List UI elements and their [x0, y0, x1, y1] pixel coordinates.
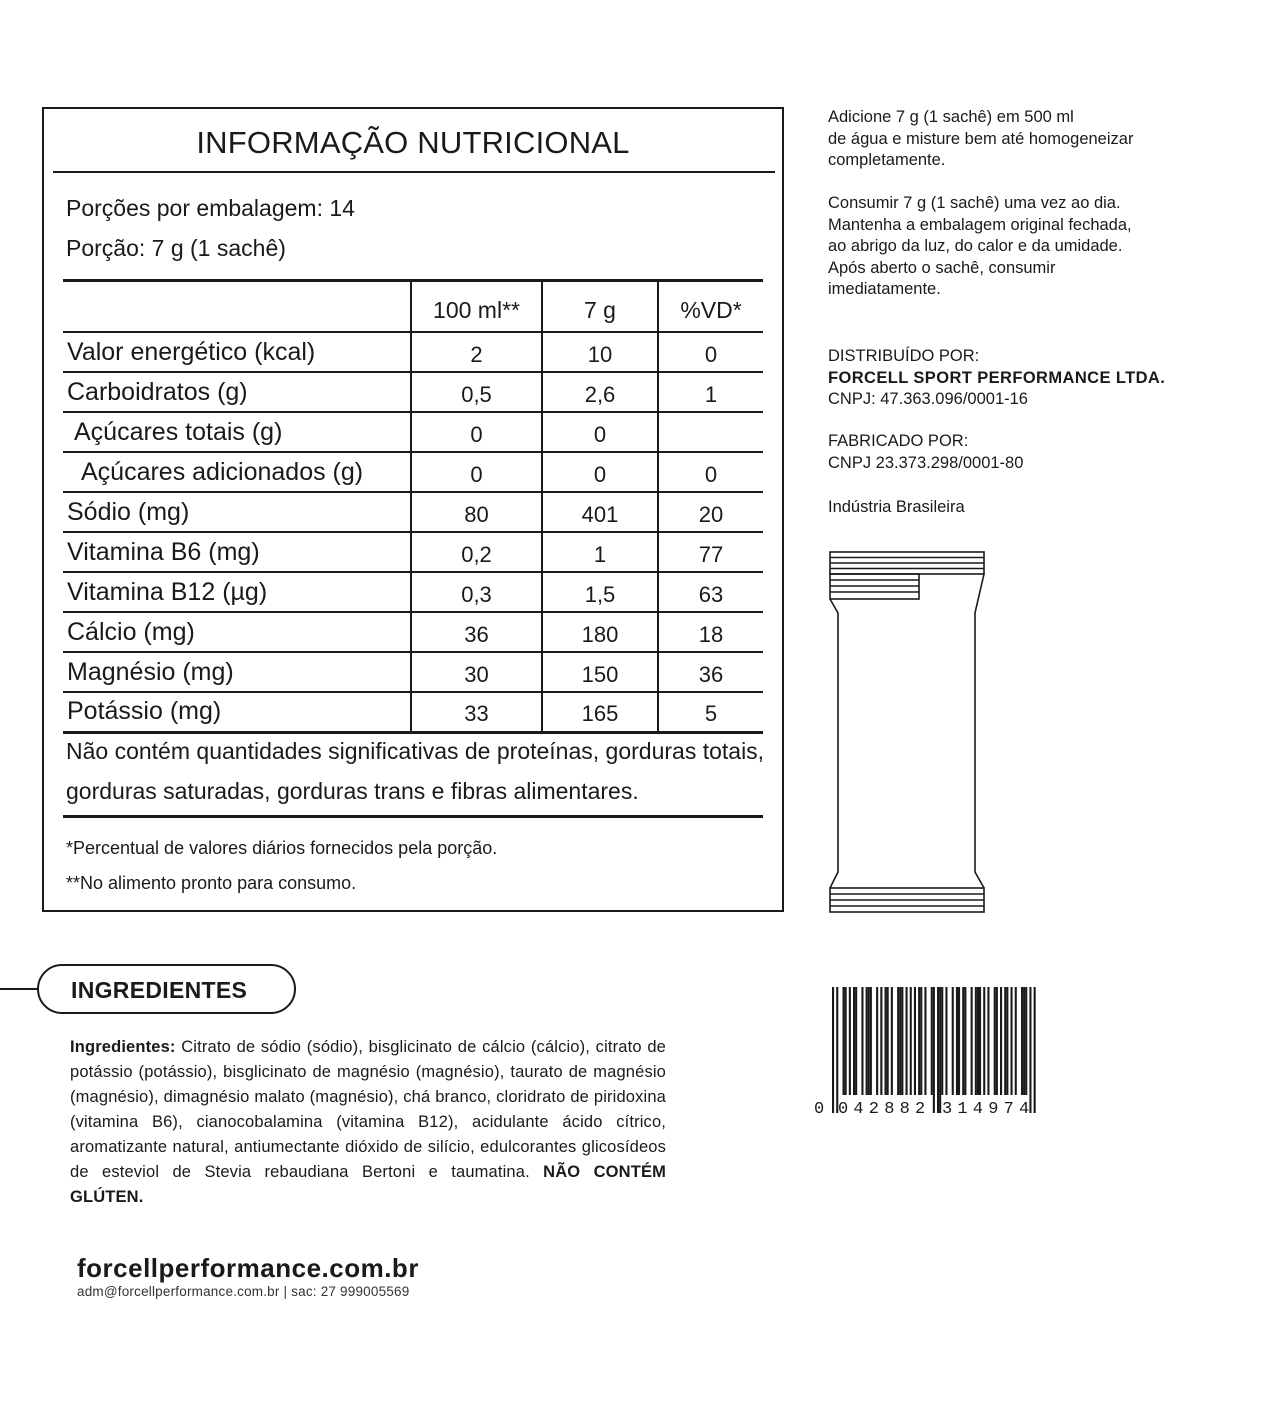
gluten-warning: NÃO CONTÉM GLÚTEN.: [70, 1163, 666, 1206]
origin-label: Indústria Brasileira: [828, 498, 965, 516]
barcode-bars: [814, 985, 1046, 1115]
value-portion: 0: [542, 452, 658, 492]
table-row: [63, 412, 763, 452]
value-portion: 2,6: [542, 372, 658, 412]
table-row: [63, 532, 763, 572]
website-link[interactable]: forcellperformance.com.br: [77, 1253, 419, 1283]
barcode-bar: [866, 987, 868, 1095]
table-row: [63, 572, 763, 612]
value-100ml: 80: [411, 492, 542, 532]
usage-line: Após aberto o sachê, consumir: [828, 258, 1056, 277]
barcode-bar: [1023, 987, 1025, 1095]
value-dv: 1: [658, 372, 763, 412]
value-100ml: 0,2: [411, 532, 542, 572]
barcode-right-digits: 314974: [942, 1100, 1035, 1115]
nutrient-label: Valor energético (kcal): [67, 337, 316, 366]
value-dv: 36: [658, 652, 763, 692]
manufacturer-info: [828, 431, 1023, 474]
barcode-bar: [843, 987, 845, 1095]
barcode-bar: [1034, 987, 1036, 1113]
distributor-info: [828, 346, 1165, 411]
barcode-bar: [941, 987, 943, 1095]
barcode-bar: [870, 987, 872, 1095]
value-portion: 165: [542, 692, 658, 732]
barcode-bar: [1015, 987, 1017, 1095]
ingredients-title: INGREDIENTES: [71, 977, 248, 1003]
barcode-bar: [906, 987, 908, 1095]
manufacturer-cnpj: CNPJ 23.373.298/0001-80: [828, 453, 1024, 472]
table-row: [63, 452, 763, 492]
value-portion: 10: [542, 332, 658, 372]
barcode-bar: [956, 987, 958, 1095]
ingredients-text: [70, 1035, 666, 1210]
barcode-bar: [901, 987, 903, 1095]
sachet-icon: [828, 550, 988, 915]
usage-line: Adicione 7 g (1 sachê) em 500 ml: [828, 108, 1074, 126]
divider: [53, 171, 775, 173]
table-row: [63, 612, 763, 652]
value-portion: 401: [542, 492, 658, 532]
usage-instructions: [828, 107, 1228, 322]
value-dv: [658, 412, 763, 452]
value-100ml: 0,3: [411, 572, 542, 612]
usage-line: completamente.: [828, 151, 946, 169]
barcode-left-digits: 042882: [838, 1100, 931, 1115]
barcode-lead-digit: 0: [814, 1100, 825, 1115]
nutrient-label: Magnésio (mg): [67, 657, 234, 686]
barcode-bar: [1004, 987, 1006, 1095]
barcode-bar: [918, 987, 920, 1095]
barcode-bar: [880, 987, 882, 1095]
value-dv: 0: [658, 452, 763, 492]
distributor-cnpj: CNPJ: 47.363.096/0001-16: [828, 390, 1028, 408]
value-dv: 20: [658, 492, 763, 532]
barcode-bar: [979, 987, 981, 1095]
value-portion: 1: [542, 532, 658, 572]
contact-info: adm@forcellperformance.com.br | sac: 27 999005569: [77, 1284, 410, 1299]
footnote-ready: **No alimento pronto para consumo.: [66, 873, 357, 893]
table-row: [63, 692, 763, 732]
usage-line: ao abrigo da luz, do calor e da umidade.: [828, 237, 1123, 255]
distributor-name: FORCELL SPORT PERFORMANCE LTDA.: [828, 368, 1166, 387]
value-dv: 77: [658, 532, 763, 572]
usage-line: Consumir 7 g (1 sachê) uma vez ao dia.: [828, 194, 1121, 212]
barcode-bar: [931, 987, 933, 1095]
value-dv: 0: [658, 332, 763, 372]
value-portion: 180: [542, 612, 658, 652]
barcode-bar: [983, 987, 985, 1095]
barcode-bar: [977, 987, 979, 1095]
usage-line: Mantenha a embalagem original fechada,: [828, 215, 1132, 234]
barcode-bar: [994, 987, 996, 1095]
ingredients-list: Citrato de sódio (sódio), bisglicinato de cálcio (cálcio), citrato de potássio (potássio), bisglicinato de magnésio (magnésio), taurato de magnésio (magnésio), dimagnésio malato (magnésio), chá branco, cloridrato de piridoxina (vitamina B6), cianocobalamina (vitamina B12), acidulante ácido cítrico, aromatizante natural, antiumectante dióxido de silício, edulcorantes glicosídeos de esteviol de Stevia rebaudiana Bertoni e taumatina.: [70, 1038, 666, 1181]
nutrient-label: Cálcio (mg): [67, 617, 195, 646]
nutrition-facts-panel: [42, 107, 784, 912]
barcode-bar: [975, 987, 977, 1095]
barcode-bar: [885, 987, 887, 1095]
barcode-bar: [1025, 987, 1027, 1095]
barcode-bar: [855, 987, 857, 1095]
table-row: [63, 332, 763, 372]
value-100ml: 30: [411, 652, 542, 692]
nutrient-label: Potássio (mg): [67, 697, 222, 726]
nutrient-label: Sódio (mg): [67, 497, 190, 526]
barcode-bar: [853, 987, 855, 1095]
nutrient-label: Açúcares adicionados (g): [81, 457, 364, 486]
barcode-bar: [933, 987, 935, 1113]
table-header-row: [63, 282, 763, 332]
barcode-bar: [937, 987, 939, 1113]
usage-line: imediatamente.: [828, 280, 941, 298]
barcode-bar: [868, 987, 870, 1095]
barcode-bar: [887, 987, 889, 1095]
barcode-bar: [920, 987, 922, 1095]
ingredients-label: Ingredientes:: [70, 1038, 176, 1056]
barcode-bar: [987, 987, 989, 1095]
value-portion: 0: [542, 412, 658, 452]
footnote-dv: *Percentual de valores diários fornecidos pela porção.: [66, 838, 498, 858]
barcode-bar: [958, 987, 960, 1095]
nutrient-label: Vitamina B6 (mg): [67, 537, 260, 566]
manufacturer-heading: FABRICADO POR:: [828, 432, 969, 450]
nutrition-title: INFORMAÇÃO NUTRICIONAL: [196, 125, 630, 160]
value-portion: 150: [542, 652, 658, 692]
table-row: [63, 492, 763, 532]
value-100ml: 0: [411, 412, 542, 452]
divider: [63, 815, 763, 818]
barcode-bar: [845, 987, 847, 1095]
ingredients-title-pill: [37, 964, 296, 1014]
barcode-bar: [832, 987, 834, 1113]
table-row: [63, 652, 763, 692]
servings-per-package: Porções por embalagem: 14: [66, 195, 355, 221]
serving-size: Porção: 7 g (1 sachê): [66, 235, 286, 261]
value-portion: 1,5: [542, 572, 658, 612]
barcode-bar: [899, 987, 901, 1095]
barcode-bar: [1029, 987, 1031, 1113]
value-100ml: 0,5: [411, 372, 542, 412]
divider: [0, 988, 38, 990]
barcode-bar: [897, 987, 899, 1095]
column-header: %VD*: [658, 282, 763, 332]
barcode-bar: [939, 987, 941, 1113]
barcode-bar: [1000, 987, 1002, 1095]
column-header: 7 g: [542, 282, 658, 332]
column-header: 100 ml**: [411, 282, 542, 332]
usage-line: de água e misture bem até homogeneizar: [828, 129, 1134, 148]
barcode-bar: [1011, 987, 1013, 1095]
barcode-bar: [952, 987, 954, 1095]
value-100ml: 36: [411, 612, 542, 652]
barcode-bar: [891, 987, 893, 1095]
barcode-bar: [962, 987, 964, 1095]
barcode-bar: [924, 987, 926, 1095]
value-dv: 5: [658, 692, 763, 732]
barcode-bar: [996, 987, 998, 1095]
barcode-bar: [876, 987, 878, 1095]
value-dv: 18: [658, 612, 763, 652]
nutrient-label: Carboidratos (g): [67, 377, 248, 406]
distributor-heading: DISTRIBUÍDO POR:: [828, 347, 980, 365]
barcode-bar: [1006, 987, 1008, 1095]
nutrient-label: Açúcares totais (g): [74, 417, 283, 446]
header-empty: [63, 282, 411, 332]
nutrition-table: [63, 282, 763, 734]
value-100ml: 2: [411, 332, 542, 372]
non-significant-notice: Não contém quantidades significativas de proteínas, gorduras totais, gorduras saturadas, gorduras trans e fibras alimentares.: [66, 738, 765, 804]
barcode-bar: [914, 987, 916, 1095]
barcode-bar: [910, 987, 912, 1095]
barcode-bar: [971, 987, 973, 1095]
barcode-bar: [964, 987, 966, 1095]
value-100ml: 33: [411, 692, 542, 732]
barcode-bar: [849, 987, 851, 1095]
barcode-bar: [945, 987, 947, 1095]
barcode: [814, 985, 1046, 1115]
value-dv: 63: [658, 572, 763, 612]
barcode-bar: [1021, 987, 1023, 1095]
barcode-bar: [836, 987, 838, 1113]
value-100ml: 0: [411, 452, 542, 492]
nutrient-label: Vitamina B12 (µg): [67, 577, 268, 606]
barcode-bar: [861, 987, 863, 1095]
table-row: [63, 372, 763, 412]
